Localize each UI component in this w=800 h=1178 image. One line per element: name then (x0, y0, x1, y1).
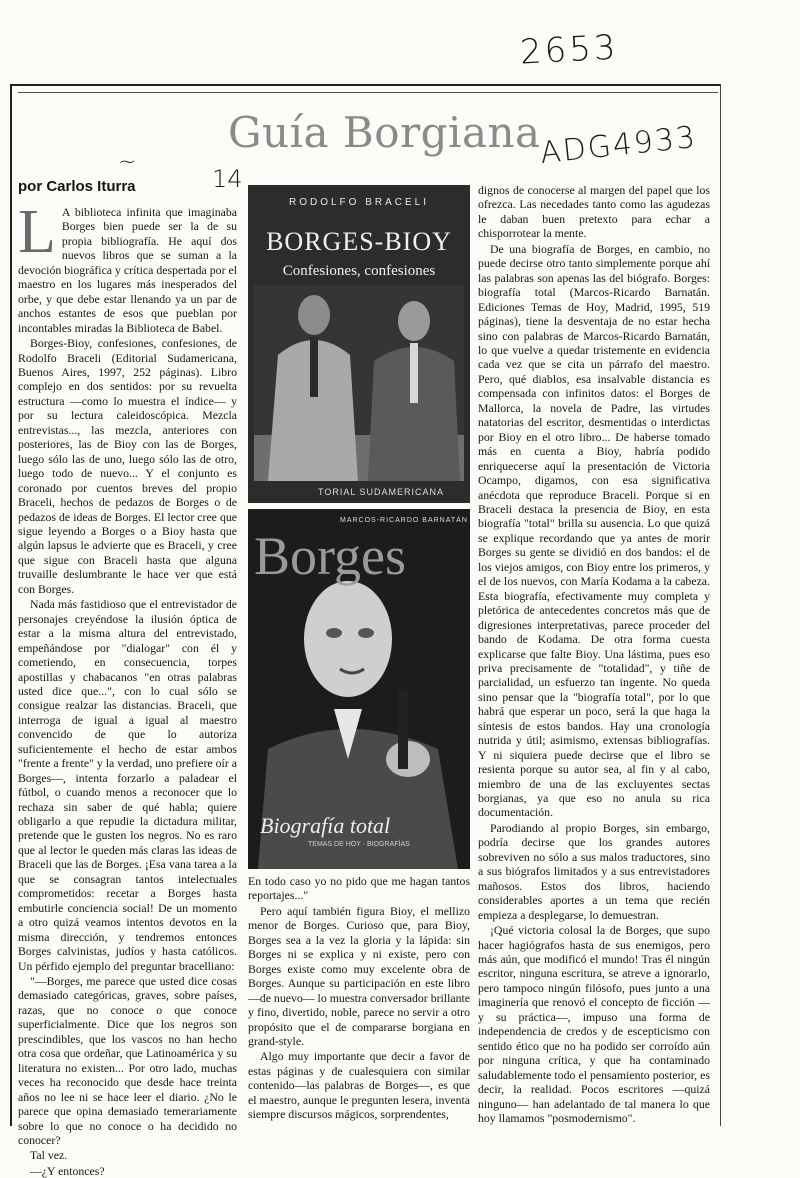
article-column-2 (248, 874, 470, 1126)
paragraph: Borges-Bioy, confesiones, confesiones, de Rodolfo Braceli (Editorial Sudamericana, Buenos Aires, 1997, 252 páginas). Libro complejo en dos sentidos: por su revuelta estructura —como lo muestra el índice— y por su lectura caleidoscópica. Mezcla entrevistas..., las mezcla, anteriores con posteriores, las de Bioy con las de Borges, luego sólo las de uno, luego sólo las de otro, luego todo de nuevo... Y el conjunto es coronado por cuentos breves del propio Braceli, hechos de pedazos de Borges o de pedazos de ideas de Borges. El lector cree que sigue leyendo a Borges o a Bioy hasta que algún lapsus le advierte que es Braceli, y cree que sigue con Braceli hasta que alguna truvaille deslumbrante le hace ver que está con Borges. (18, 336, 237, 596)
cover-title: Borges (254, 526, 407, 586)
paragraph: Algo muy importante que decir a favor de estas páginas y de cualesquiera con similar contenido—las palabras de Borges—, es que el maestro, aunque le pregunten lesera, inventa siempre discursos mágicos, sorprendentes, (248, 1049, 470, 1122)
paragraph: En todo caso yo no pido que me hagan tantos reportajes..." (248, 874, 470, 903)
cover-subtitle: Confesiones, confesiones (282, 263, 436, 279)
paragraph: L A biblioteca infinita que imaginaba Borges bien puede ser la de su propia bibliografía. He aquí dos nuevos libros que se suman a la devoción biográfica y crítica despertada por el maestro en los lugares más inesperados del orbe, y que debe estar llenando ya un par de anchos estantes de esos que pueblan por incontables miradas la Biblioteca de Babel. (18, 198, 237, 335)
article-column-1 (18, 198, 237, 1178)
paragraph: Tal vez. (30, 1148, 68, 1163)
paragraph: De una biografía de Borges, en cambio, no puede decirse otro tanto simplemente porque ahí las palabras son apenas las del biógrafo. Borges: biografía total (Marcos-Ricardo Barnatán. Ediciones Temas de Hoy, Madrid, 1995, 519 páginas), tiene la desventaja de no estar hecha sino con palabras de Marcos-Ricardo Barnatán, lo que vuelve a quedar tristemente en evidencia cada vez que se cita un párrafo del maestro. Pero, qué diablos, esa insalvable distancia es compensada con infinitos datos: el Borges de Mallorca, la novela de Padre, las virtudes natatorias del escritor, desmentidas o interdictas por Bioy en el otro libro... De haberse tomado más en cuenta a Bioy, habría podido enriquecerse aquí la presentación de Victoria Ocampo, digamos, con esa significativa anécdota que reproduce Braceli. Porque si en Braceli destaca la presencia de Bioy, en esta biografía "total" brilla su ausencia. Lo que quizá se explique recordando que ya antes de morir Borges su gente se dividió en dos bandos: el de los viejos amigos, con Bioy entre los primeros, y el de los nuevos, con María Kodama a la cabeza. Esta biografía, efectivamente muy completa y pletórica de antecedentes concretos más que de digresiones interpretativas, parece proceder del bando de Kodama. De otra forma cuesta explicarse que falte Bioy. Una lástima, pues eso priva precisamente de "totalidad", y tiñe de parcialidad, un esfuerzo tan ingente. No queda sino pensar que la "biografía total", por lo que habrá que esperar un poco, será la que haga la síntesis de estos bandos. Hay una cronología nutrida y útil; asimismo, extensas bibliografías. Y ni siquiera puede decirse que el libro se resienta porque su autor sea, al fin y al cabo, miembro de una de las excluyentes sectas borgianas, ya que eso no anula su rica documentación. (478, 241, 710, 820)
paragraph: Parodiando al propio Borges, sin embargo, podría decirse que los grandes autores sobreviven no sólo a sus malos traductores, sino a sus biógrafos limitados y a sus entrevistadores mañosos. Estos dos libros, haciendo considerables aportes a un tema que recién empieza a desplegarse, lo demuestran. (478, 820, 710, 922)
cover-photo (254, 285, 464, 481)
handwritten-page-number: 14 (212, 165, 243, 193)
cover-author: MARCOS-RICARDO BARNATÁN (340, 517, 468, 524)
cover-subtitle: Biografía total (260, 813, 391, 838)
paragraph: "—Borges, me parece que usted dice cosas demasiado categóricas, graves, sobre países, razas, que no conoce o que conoce superficialmente. Dice que los negros son prescindibles, que los vascos no han hecho otra cosa que ordeñar, que Latinoamérica y su literatura no existen... Por otro lado, muchas veces ha reconocido que desde hace treinta años no lee ni se hace leer el diario. ¿No le parece que opina demasiado temerariamente sobre lo que no conoce o ha decidido no conocer? (18, 974, 237, 1147)
paragraph: dignos de conocerse al margen del papel que los ofrezca. Las necedades tanto como las agudezas le daban buen pretexto para echar a chisporrotear la mente. (478, 183, 710, 241)
cover-title: BORGES-BIOY (266, 227, 452, 256)
cover-publisher: TORIAL SUDAMERICANA (318, 487, 445, 497)
cover-series: TEMAS DE HOY · BIOGRAFÍAS (308, 841, 410, 848)
paragraph: Pero aquí también figura Bioy, el mellizo menor de Borges. Curioso que, para Bioy, Borges sea a la vez la gloria y la lápida: sin Borges ni se explica y ni existe, pero con Borges existe como muy excelente obra de Borges. Aunque su participación en este libro —de nuevo— lo muestra conversador brillante y fino, divertido, noble, parece no servir a otro propósito que el de compararse borgiana en grand-style. (248, 903, 470, 1048)
handwritten-code: ADG4933 (538, 119, 699, 172)
byline: por Carlos Iturra (18, 178, 136, 195)
article-column-3 (478, 183, 710, 1125)
paragraph: Nada más fastidioso que el entrevistador de personajes creyéndose la ilusión óptica de estar a la misma altura del entrevistado, empeñándose por "dialogar" con él y cometiendo, en consecuencia, torpes apostillas y chabacanos "en otras palabras usted dice que...", con lo cual sólo se consigue realzar las distancias. Braceli, que interroga de igual a igual al maestro convencido de que lo autoriza suficientemente el hecho de estar ambos "frente a frente" y la verdad, uno prefiere oír a Borges—, intenta forzarlo a paladear el fútbol, o cuando menos a reconocer que lo rechaza sin saber de qué habla; quiere obligarlo a que repudie la dictadura militar, pretende que le gusten los negros. No es raro que al lector le queden más claras las ideas de Braceli que las de Borges. ¡Esa vana tarea a la que se consagran tantos intelectuales comprometidos: recetar a Borges hasta embutirle conciencia social! De un momento a otro quizá veamos intentos devotos en la misma dirección, y tendremos entonces Borges calvinistas, judíos y hasta católicos. Un pérfido ejemplo del preguntar bracelliano: (18, 597, 237, 973)
handwritten-number: 2653 (519, 27, 620, 73)
handwritten-mark: ~ (118, 150, 137, 175)
cover-author: RODOLFO BRACELI (288, 197, 430, 208)
paragraph: ¡Qué victoria colosal la de Borges, que supo hacer hagiógrafos hasta de sus enemigos, pero más aún, que modificó el mundo! Tras él ningún escritor, ninguna escritura, se atreve a ignorarlo, pero tampoco ningún filósofo, pues junto a una imaginería que renovó el concepto de ficción —y su práctica—, impuso una forma de independencia de credos y de escepticismo con sentido ético que no ha podido ser corroído aún por ninguna crítica, y que ha contaminado saludablemente todo el pensamiento posterior, es decir, la realidad. Pocos escritores —quizá ninguno— han adelantado de tal manera lo que hoy llamamos "posmodernismo". (478, 923, 710, 1125)
page-title: Guía Borgiana (228, 108, 541, 157)
book-cover-borges-bioy (248, 185, 470, 503)
paragraph: —¿Y entonces? (30, 1163, 105, 1178)
book-cover-borges-biografia (248, 509, 470, 869)
drop-cap: L (18, 198, 56, 266)
